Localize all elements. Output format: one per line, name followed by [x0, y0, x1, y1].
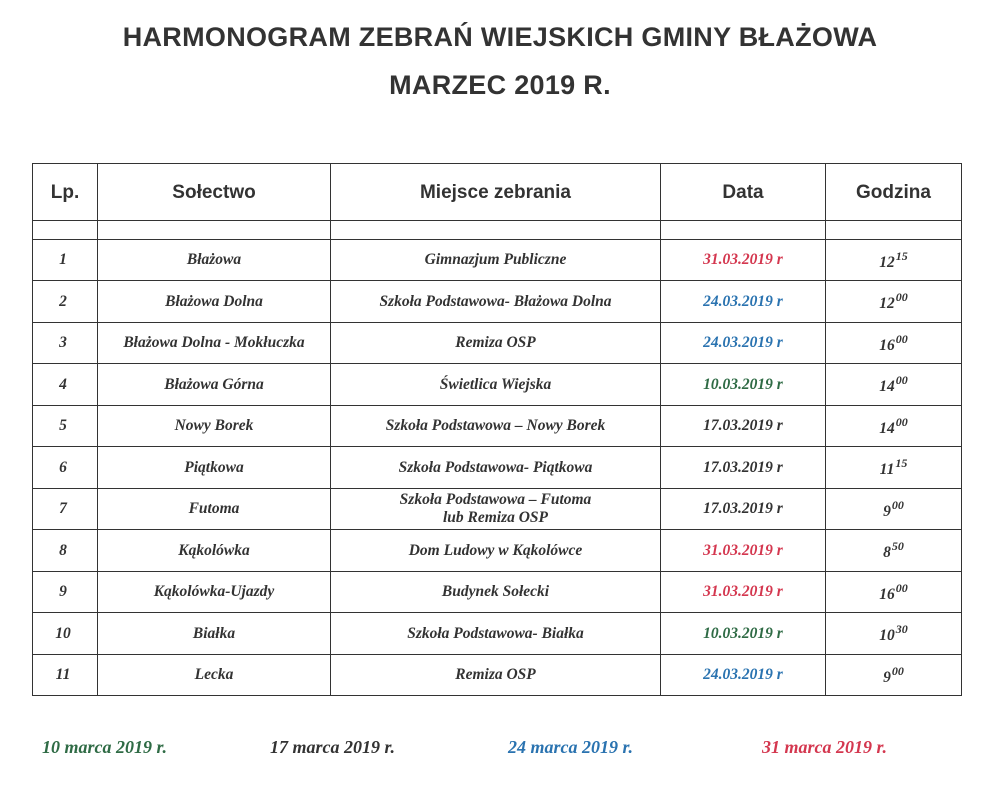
header-solectwo: Sołectwo: [98, 164, 331, 221]
time-cell: [826, 489, 962, 530]
time-hour: 16: [879, 585, 895, 603]
miejsce-line: Budynek Sołecki: [441, 583, 550, 601]
miejsce-line: Remiza OSP: [455, 334, 536, 352]
row-number: [33, 530, 98, 572]
solectwo-cell: Białka: [98, 613, 331, 655]
legend-item-24-march: 24 marca 2019 r.: [508, 737, 634, 757]
row-number: [33, 406, 98, 447]
row-number: [33, 572, 98, 613]
legend-item-10-march: 10 marca 2019 r.: [42, 737, 168, 757]
legend-item-31-march: 31 marca 2019 r.: [762, 737, 888, 757]
page-title: HARMONOGRAM ZEBRAŃ WIEJSKICH GMINY BŁAŻOWA: [122, 22, 878, 52]
time-hour: 9: [883, 502, 891, 520]
row-number-text: 2: [59, 292, 67, 310]
header-miejsce: Miejsce zebrania: [331, 164, 661, 221]
solectwo-cell: Kąkolówka: [98, 530, 331, 572]
solectwo-cell: Kąkolówka-Ujazdy: [98, 572, 331, 613]
miejsce-cell: [331, 281, 661, 323]
row-number-text: 8: [59, 541, 67, 559]
time-hour: 12: [879, 295, 895, 312]
solectwo-cell: Błażowa: [98, 240, 331, 281]
time-minutes: 00: [895, 331, 908, 346]
date-cell: 31.03.2019 r: [661, 240, 826, 281]
table-row: [33, 281, 962, 323]
table-row: [33, 240, 962, 281]
header-lp: Lp.: [33, 164, 98, 221]
time-cell: [826, 655, 962, 696]
time-hour: 8: [883, 544, 891, 561]
header-spacer-row: [33, 221, 962, 240]
solectwo-cell: Futoma: [98, 489, 331, 530]
date-cell: 17.03.2019 r: [661, 447, 826, 489]
miejsce-line: Świetlica Wiejska: [439, 375, 552, 393]
miejsce-cell: [331, 572, 661, 613]
row-number: [33, 323, 98, 364]
miejsce-line: Gimnazjum Publiczne: [424, 251, 567, 269]
table-row: [33, 530, 962, 572]
miejsce-cell: [331, 406, 661, 447]
date-cell: 24.03.2019 r: [661, 281, 826, 323]
miejsce-cell: [331, 655, 661, 696]
miejsce-cell: [331, 240, 661, 281]
time-cell: [826, 406, 962, 447]
time-minutes: 00: [891, 663, 904, 678]
miejsce-line: Szkoła Podstawowa – Futoma: [399, 491, 592, 509]
row-number: [33, 447, 98, 489]
time-cell: [826, 364, 962, 406]
miejsce-cell: [331, 447, 661, 489]
time-minutes: 15: [895, 456, 908, 470]
date-cell: 10.03.2019 r: [661, 364, 826, 406]
miejsce-line: Szkoła Podstawowa- Błażowa Dolna: [379, 292, 612, 310]
miejsce-line-2: lub Remiza OSP: [442, 509, 549, 526]
row-number: [33, 489, 98, 530]
time-minutes: 50: [891, 539, 904, 553]
miejsce-line: Szkoła Podstawowa- Białka: [407, 624, 584, 642]
time-minutes: 00: [895, 580, 908, 595]
miejsce-cell: [331, 364, 661, 406]
time-cell: [826, 447, 962, 489]
time-hour: 14: [879, 419, 895, 437]
time-hour: 9: [883, 668, 891, 686]
miejsce-cell: [331, 530, 661, 572]
date-cell: 24.03.2019 r: [661, 655, 826, 696]
legend-item-17-march: 17 marca 2019 r.: [270, 737, 396, 757]
header-data: Data: [661, 164, 826, 221]
solectwo-cell: Lecka: [98, 655, 331, 696]
time-cell: [826, 530, 962, 572]
date-cell: 10.03.2019 r: [661, 613, 826, 655]
row-number-text: 4: [59, 375, 67, 393]
schedule-table: [32, 163, 962, 696]
miejsce-line: Szkoła Podstawowa – Nowy Borek: [385, 417, 606, 435]
miejsce-line: Szkoła Podstawowa- Piątkowa: [398, 458, 593, 476]
time-hour: 14: [879, 378, 895, 395]
table-row: [33, 572, 962, 613]
time-cell: [826, 281, 962, 323]
miejsce-cell: [331, 613, 661, 655]
miejsce-line: Remiza OSP: [455, 666, 536, 684]
row-number-text: 11: [55, 666, 71, 683]
header-godzina: Godzina: [826, 164, 962, 221]
date-cell: 17.03.2019 r: [661, 489, 826, 530]
row-number-text: 3: [59, 334, 67, 351]
solectwo-cell: Błażowa Dolna: [98, 281, 331, 323]
time-minutes: 00: [895, 414, 908, 429]
miejsce-cell: [331, 489, 661, 530]
time-hour: 12: [879, 253, 895, 271]
solectwo-cell: Piątkowa: [98, 447, 331, 489]
time-cell: [826, 323, 962, 364]
row-number: [33, 240, 98, 281]
row-number-text: 5: [59, 417, 67, 434]
time-hour: 16: [879, 336, 895, 354]
row-number: [33, 655, 98, 696]
row-number-text: 1: [59, 251, 67, 268]
row-number-text: 6: [59, 458, 67, 476]
time-cell: [826, 240, 962, 281]
table-row: [33, 613, 962, 655]
solectwo-cell: Błażowa Górna: [98, 364, 331, 406]
table-row: [33, 364, 962, 406]
time-minutes: 15: [895, 248, 908, 263]
table-row: [33, 655, 962, 696]
table-header-row: [33, 164, 962, 221]
time-minutes: 00: [891, 497, 904, 512]
miejsce-line: Dom Ludowy w Kąkolówce: [408, 541, 583, 559]
row-number-text: 10: [55, 624, 71, 642]
time-minutes: 00: [895, 373, 908, 387]
time-cell: [826, 572, 962, 613]
row-number: [33, 364, 98, 406]
row-number: [33, 613, 98, 655]
time-hour: 11: [879, 461, 895, 478]
row-number-text: 9: [59, 583, 67, 600]
date-cell: 31.03.2019 r: [661, 572, 826, 613]
miejsce-cell: [331, 323, 661, 364]
solectwo-cell: Nowy Borek: [98, 406, 331, 447]
row-number-text: 7: [59, 500, 67, 517]
row-number: [33, 281, 98, 323]
table-row: [33, 489, 962, 530]
table-row: [33, 323, 962, 364]
table-row: [33, 447, 962, 489]
time-hour: 10: [879, 627, 895, 644]
date-cell: 31.03.2019 r: [661, 530, 826, 572]
time-minutes: 00: [895, 290, 908, 304]
date-cell: 24.03.2019 r: [661, 323, 826, 364]
page-subtitle: MARZEC 2019 R.: [389, 70, 611, 100]
solectwo-cell: Błażowa Dolna - Mokłuczka: [98, 323, 331, 364]
time-cell: [826, 613, 962, 655]
time-minutes: 30: [895, 622, 908, 636]
date-cell: 17.03.2019 r: [661, 406, 826, 447]
table-row: [33, 406, 962, 447]
